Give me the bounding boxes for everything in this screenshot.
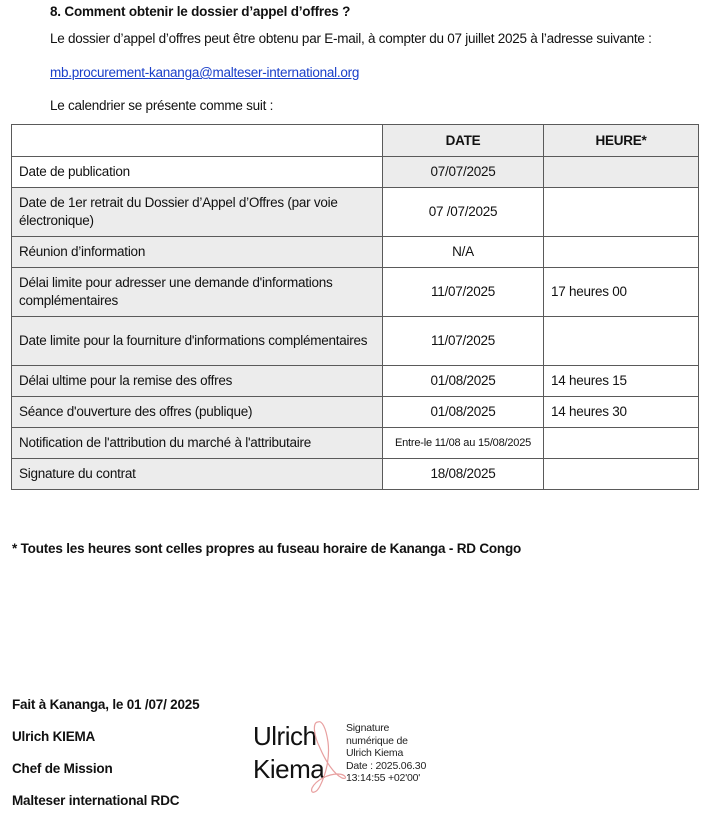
- row-date: 01/08/2025: [383, 366, 544, 397]
- row-label: Réunion d’information: [12, 237, 383, 268]
- calendar-table: [11, 124, 699, 490]
- row-time: [544, 188, 699, 237]
- row-time: [544, 317, 699, 366]
- row-time: [544, 237, 699, 268]
- row-date: 11/07/2025: [383, 268, 544, 317]
- table-row: [12, 397, 699, 428]
- row-label: Date de publication: [12, 157, 383, 188]
- row-label: Délai limite pour adresser une demande d'informations complémentaires: [12, 268, 383, 317]
- row-time: [544, 459, 699, 490]
- table-row: [12, 428, 699, 459]
- row-time: 17 heures 00: [544, 268, 699, 317]
- table-row: [12, 188, 699, 237]
- row-time: 14 heures 30: [544, 397, 699, 428]
- row-date: Entre-le 11/08 au 15/08/2025: [383, 428, 544, 459]
- place-date: Fait à Kananga, le 01 /07/ 2025: [12, 697, 200, 712]
- digital-signature-last-name: Kiema: [253, 754, 325, 784]
- row-time: [544, 157, 699, 188]
- signature-line: Date : 2025.06.30: [346, 759, 427, 772]
- pdf-signature-mark-icon: [308, 718, 348, 796]
- header-cell-date: DATE: [383, 125, 544, 157]
- row-time: 14 heures 15: [544, 366, 699, 397]
- row-date: 07 /07/2025: [383, 188, 544, 237]
- row-label: Notification de l'attribution du marché à l'attributaire: [12, 428, 383, 459]
- row-label: Date limite pour la fourniture d'informations complémentaires: [12, 317, 383, 366]
- table-row: [12, 268, 699, 317]
- row-label: Date de 1er retrait du Dossier d’Appel d’Offres (par voie électronique): [12, 188, 383, 237]
- timezone-footnote: * Toutes les heures sont celles propres au fuseau horaire de Kananga - RD Congo: [12, 541, 522, 556]
- section-heading: 8. Comment obtenir le dossier d’appel d’offres ?: [50, 4, 351, 19]
- digital-signature-first-name: Ulrich: [253, 721, 317, 751]
- row-date: 11/07/2025: [383, 317, 544, 366]
- row-label: Signature du contrat: [12, 459, 383, 490]
- row-date: 01/08/2025: [383, 397, 544, 428]
- signature-line: Signature: [346, 722, 390, 734]
- row-time: [544, 428, 699, 459]
- table-row: [12, 459, 699, 490]
- signatory-title: Chef de Mission: [12, 761, 113, 776]
- table-row: [12, 317, 699, 366]
- signature-line: Ulrich Kiema: [346, 747, 404, 759]
- table-row: [12, 157, 699, 188]
- email-link[interactable]: mb.procurement-kananga@malteser-international.org: [50, 65, 360, 80]
- calendar-intro: Le calendrier se présente comme suit :: [50, 98, 274, 113]
- table-row: [12, 366, 699, 397]
- digital-signature-details: [346, 722, 446, 785]
- table-row: [12, 237, 699, 268]
- header-cell-time: HEURE*: [544, 125, 699, 157]
- signatory-name: Ulrich KIEMA: [12, 729, 96, 744]
- header-cell-activity: [12, 125, 383, 157]
- row-label: Délai ultime pour la remise des offres: [12, 366, 383, 397]
- signature-line: 13:14:55 +02'00': [346, 772, 421, 784]
- row-date: 18/08/2025: [383, 459, 544, 490]
- signature-line: numérique de: [346, 734, 408, 747]
- table-header-row: [12, 125, 699, 157]
- row-date: 07/07/2025: [383, 157, 544, 188]
- intro-paragraph: Le dossier d’appel d’offres peut être obtenu par E-mail, à compter du 07 juillet 2025 à l’adresse suivante :: [50, 31, 652, 46]
- signatory-organization: Malteser international RDC: [12, 793, 180, 808]
- row-label: Séance d'ouverture des offres (publique): [12, 397, 383, 428]
- row-date: N/A: [383, 237, 544, 268]
